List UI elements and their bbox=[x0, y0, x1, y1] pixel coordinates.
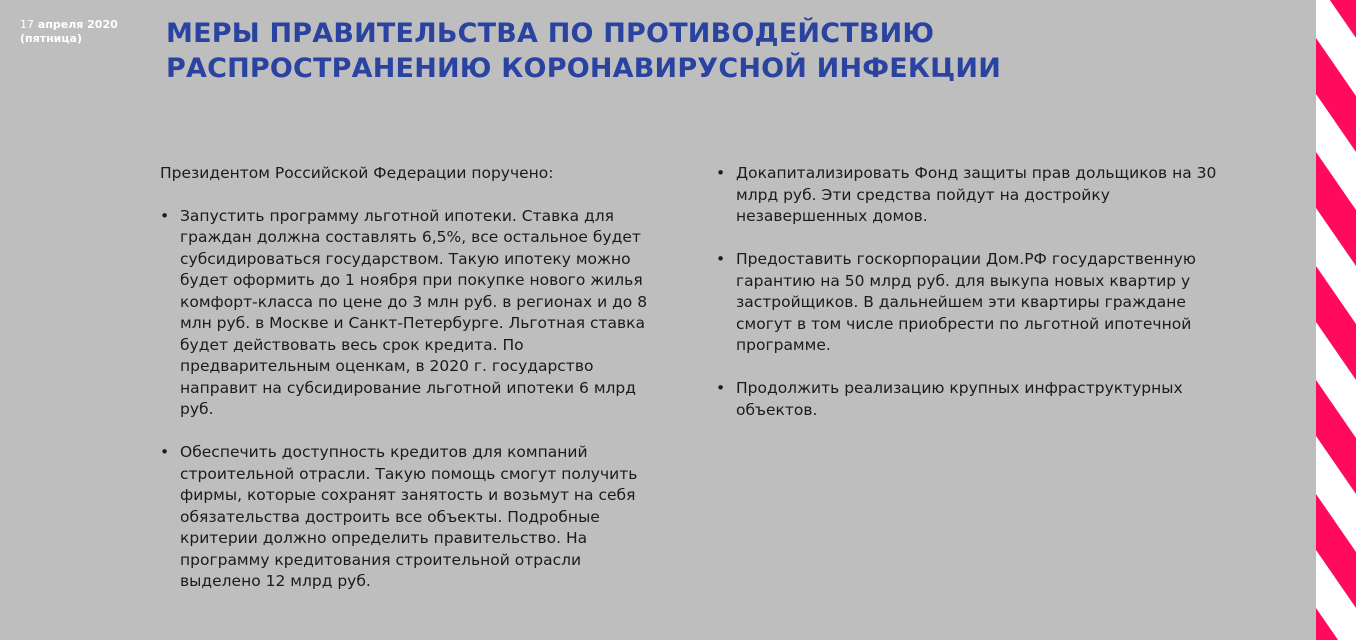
bullet: • bbox=[160, 443, 170, 461]
date-stamp bbox=[20, 18, 118, 46]
page-title bbox=[166, 16, 1166, 86]
list-item-text: Предоставить госкорпорации Дом.РФ государственную гарантию на 50 млрд руб. для выкупа новых квартир у застройщиков. В дальнейшем эти квартиры граждане смогут в том числе приобрести по льготной ипотечной программе. bbox=[736, 250, 1196, 354]
left-measure-list bbox=[160, 206, 680, 593]
left-column bbox=[160, 163, 680, 614]
list-item-text: Запустить программу льготной ипотеки. Ставка для граждан должна составлять 6,5%, все остальное будет субсидироваться государством. Такую ипотеку можно будет оформить до 1 ноября при покупке нового жилья комфорт-класса по цене до 3 млн руб. в регионах и до 8 млн руб. в Москве и Санкт-Петербурге. Льготная ставка будет действовать весь срок кредита. По предварительным оценкам, в 2020 г. государство направит на субсидирование льготной ипотеки 6 млрд руб. bbox=[180, 206, 648, 418]
bullet: • bbox=[716, 164, 726, 182]
stripe-band bbox=[1316, 0, 1356, 640]
bullet: • bbox=[160, 206, 170, 225]
page-title-line-2: РАСПРОСТРАНЕНИЮ КОРОНАВИРУСНОЙ ИНФЕКЦИИ bbox=[166, 53, 1002, 84]
list-item-text: Обеспечить доступность кредитов для компаний строительной отрасли. Такую помощь смогут получить фирмы, которые сохранят занятость и возьмут на себя обязательства достроить все объекты. Подробные критерии должно определить правительство. На программу кредитования строительной отрасли выделено 12 млрд руб. bbox=[180, 443, 638, 590]
list-item bbox=[160, 206, 660, 421]
bullet: • bbox=[716, 379, 726, 397]
right-column bbox=[716, 163, 1256, 443]
list-item bbox=[716, 163, 1236, 228]
right-measure-list bbox=[716, 163, 1256, 421]
date-month: апреля 2020 bbox=[37, 18, 118, 31]
bullet: • bbox=[716, 250, 726, 268]
date-day: 17 bbox=[20, 18, 34, 31]
list-item-text: Докапитализировать Фонд защиты прав дольщиков на 30 млрд руб. Эти средства пойдут на достройку незавершенных домов. bbox=[736, 164, 1217, 225]
decorative-stripes bbox=[1316, 0, 1356, 640]
list-item bbox=[716, 249, 1236, 357]
intro-text: Президентом Российской Федерации поручено: bbox=[160, 164, 554, 182]
list-item bbox=[716, 378, 1236, 421]
page-title-line-1: МЕРЫ ПРАВИТЕЛЬСТВА ПО ПРОТИВОДЕЙСТВИЮ bbox=[166, 18, 935, 49]
date-weekday: (пятница) bbox=[20, 32, 82, 45]
list-item-text: Продолжить реализацию крупных инфраструктурных объектов. bbox=[736, 379, 1183, 419]
list-item bbox=[160, 442, 660, 593]
